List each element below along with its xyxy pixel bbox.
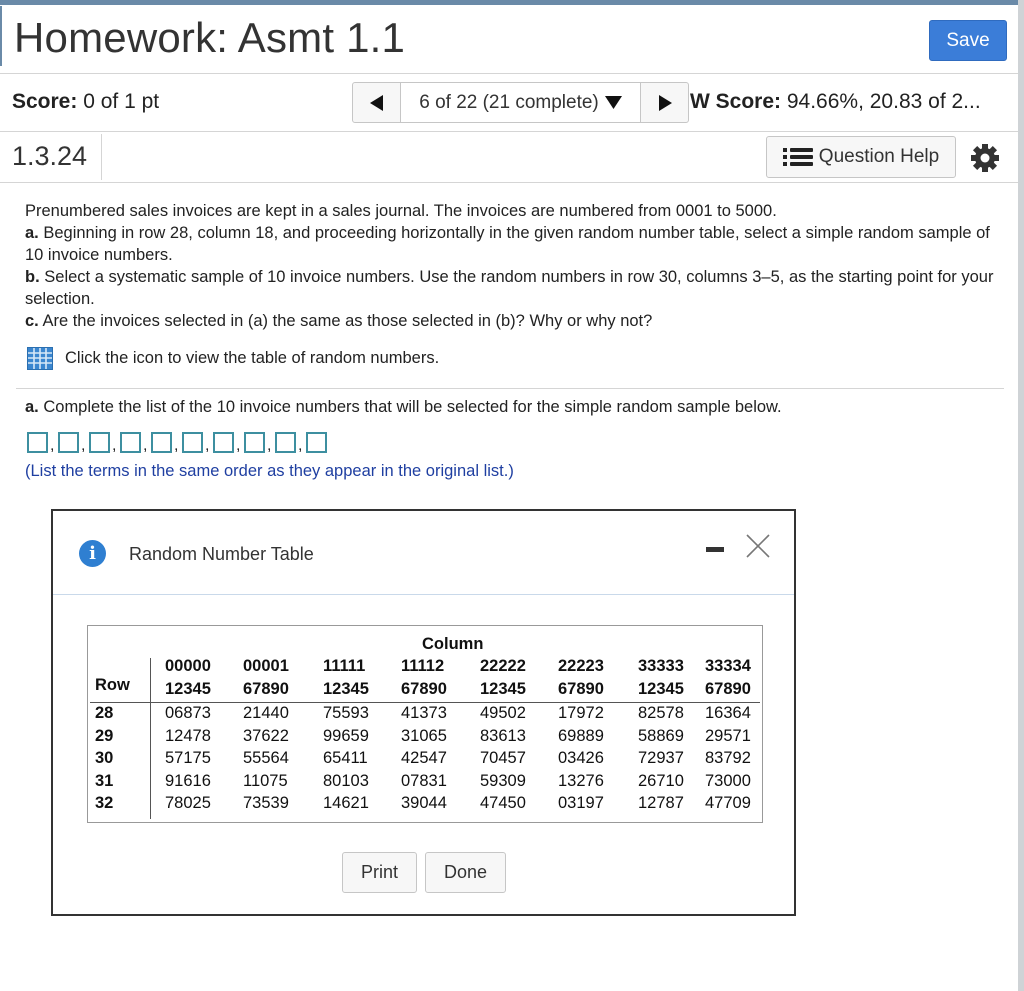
random-number-table-dialog [51, 509, 796, 916]
previous-question-button[interactable] [353, 83, 401, 122]
answer-input[interactable] [151, 432, 172, 453]
separator: , [81, 437, 86, 454]
separator: , [236, 437, 241, 454]
answer-input[interactable] [27, 432, 48, 453]
separator: , [112, 437, 117, 454]
divider [16, 388, 1004, 389]
divider [0, 131, 1018, 132]
problem-part-b: b. Select a systematic sample of 10 invoice numbers. Use the random numbers in row 30, columns 3–5, as the starting point for your selection. [25, 268, 994, 308]
column-header-bottom: 67890 [243, 680, 289, 698]
problem-statement [25, 200, 1005, 332]
separator: , [267, 437, 272, 454]
separator: , [205, 437, 210, 454]
problem-part-c: c. Are the invoices selected in (a) the same as those selected in (b)? Why or why not? [25, 312, 653, 330]
column-header-top: 33333 [638, 657, 684, 675]
divider [101, 134, 102, 180]
caret-down-icon [605, 96, 622, 109]
table-cell: 83792 [705, 749, 751, 767]
table-cell: 73539 [243, 794, 289, 812]
table-cell: 80103 [323, 771, 369, 790]
answer-input[interactable] [182, 432, 203, 453]
close-icon[interactable] [745, 533, 771, 559]
table-cell: 72937 [638, 749, 684, 767]
dialog-header [53, 511, 794, 595]
table-cell: 99659 [323, 726, 369, 745]
dialog-title: Random Number Table [129, 544, 314, 564]
table-cell: 55564 [243, 749, 289, 767]
table-cell: 31065 [401, 726, 447, 745]
table-cell: 26710 [638, 771, 684, 790]
table-cell: 82578 [638, 704, 684, 722]
top-accent-line [0, 0, 1024, 5]
column-header-top: 22223 [558, 657, 604, 675]
question-navigator [352, 82, 689, 123]
table-cell: 49502 [480, 704, 526, 722]
table-cell: 58869 [638, 726, 684, 745]
print-button[interactable]: Print [342, 852, 417, 893]
answer-input[interactable] [306, 432, 327, 453]
column-header-bottom: 67890 [558, 680, 604, 698]
table-cell: 59309 [480, 771, 526, 790]
score-value: 0 of 1 pt [83, 90, 160, 113]
score-label: Score: [12, 90, 78, 113]
table-cell: 07831 [401, 771, 447, 790]
question-number: 1.3.24 [12, 141, 88, 171]
hw-score-value: 94.66%, 20.83 of 2... [786, 90, 981, 113]
hw-score-label: W Score: [690, 90, 782, 113]
left-accent-mark [0, 6, 2, 66]
table-link [27, 347, 439, 370]
table-column-title: Column [422, 635, 484, 653]
table-row-number: 31 [95, 771, 114, 790]
save-button[interactable]: Save [929, 20, 1007, 61]
divider [0, 73, 1018, 74]
list-icon [783, 147, 813, 167]
table-row-number: 29 [95, 726, 114, 745]
table-cell: 16364 [705, 704, 751, 722]
separator: , [143, 437, 148, 454]
question-select-label: 6 of 22 (21 complete) [419, 91, 599, 113]
question-select[interactable] [401, 83, 641, 122]
table-cell: 17972 [558, 704, 604, 722]
column-header-top: 00001 [243, 657, 289, 675]
answer-input[interactable] [58, 432, 79, 453]
column-header-bottom: 67890 [705, 680, 751, 698]
table-cell: 12478 [165, 726, 211, 745]
column-header-top: 22222 [480, 657, 526, 675]
score [12, 90, 159, 114]
table-cell: 03426 [558, 749, 604, 767]
question-help-button[interactable] [766, 136, 956, 178]
scrollbar-track[interactable] [1018, 0, 1024, 991]
table-row-number: 32 [95, 794, 114, 812]
divider [150, 658, 151, 819]
table-cell: 21440 [243, 704, 289, 722]
table-cell: 47450 [480, 794, 526, 812]
separator: , [50, 437, 55, 454]
next-question-button[interactable] [641, 83, 688, 122]
answer-input[interactable] [89, 432, 110, 453]
question-help-label: Question Help [818, 146, 940, 167]
table-cell: 41373 [401, 704, 447, 722]
table-cell: 29571 [705, 726, 751, 745]
column-header-bottom: 12345 [165, 680, 211, 698]
answer-input[interactable] [120, 432, 141, 453]
table-cell: 13276 [558, 771, 604, 790]
column-header-top: 11112 [401, 657, 445, 675]
part-a-instruction: a. Complete the list of the 10 invoice numbers that will be selected for the simple random sample below. [25, 398, 782, 416]
column-header-bottom: 12345 [323, 680, 369, 698]
table-cell: 03197 [558, 794, 604, 812]
answer-input[interactable] [244, 432, 265, 453]
table-cell: 91616 [165, 771, 211, 790]
table-cell: 11075 [243, 771, 288, 790]
separator: , [298, 437, 303, 454]
table-link-text: Click the icon to view the table of random numbers. [65, 349, 440, 367]
answer-input[interactable] [213, 432, 234, 453]
problem-part-a: a. Beginning in row 28, column 18, and proceeding horizontally in the given random number table, select a simple random sample of 10 invoice numbers. [25, 224, 990, 264]
table-row-number: 28 [95, 704, 114, 722]
hw-score [690, 90, 981, 114]
column-header-top: 00000 [165, 657, 211, 675]
table-cell: 70457 [480, 749, 526, 767]
info-icon: i [79, 540, 106, 567]
table-cell: 75593 [323, 704, 369, 722]
table-cell: 14621 [323, 794, 369, 812]
column-header-bottom: 67890 [401, 680, 447, 698]
column-header-top: 11111 [323, 657, 366, 675]
answer-list [27, 432, 327, 453]
table-cell: 47709 [705, 794, 751, 812]
page-title: Homework: Asmt 1.1 [14, 14, 406, 61]
column-header-bottom: 12345 [638, 680, 684, 698]
table-icon[interactable] [27, 347, 53, 370]
random-number-table [87, 625, 763, 823]
column-header-bottom: 12345 [480, 680, 526, 698]
table-cell: 42547 [401, 749, 447, 767]
done-button[interactable]: Done [425, 852, 506, 893]
separator: , [174, 437, 179, 454]
triangle-left-icon [370, 95, 384, 111]
minimize-icon[interactable] [706, 547, 724, 552]
table-cell: 39044 [401, 794, 447, 812]
gear-icon[interactable] [970, 143, 1000, 173]
table-cell: 73000 [705, 771, 751, 790]
answer-hint: (List the terms in the same order as they appear in the original list.) [25, 462, 514, 480]
table-cell: 12787 [638, 794, 684, 812]
divider [0, 182, 1018, 183]
table-cell: 06873 [165, 704, 211, 722]
table-cell: 57175 [165, 749, 211, 767]
table-cell: 69889 [558, 726, 604, 745]
table-cell: 37622 [243, 726, 289, 745]
answer-input[interactable] [275, 432, 296, 453]
table-cell: 83613 [480, 726, 526, 745]
problem-intro: Prenumbered sales invoices are kept in a sales journal. The invoices are numbered from 0001 to 5000. [25, 202, 777, 220]
triangle-right-icon [658, 95, 672, 111]
divider [90, 702, 760, 703]
table-row-number: 30 [95, 749, 114, 767]
column-header-top: 33334 [705, 657, 751, 675]
table-cell: 78025 [165, 794, 211, 812]
table-row-title: Row [95, 676, 130, 694]
table-cell: 65411 [323, 749, 368, 767]
